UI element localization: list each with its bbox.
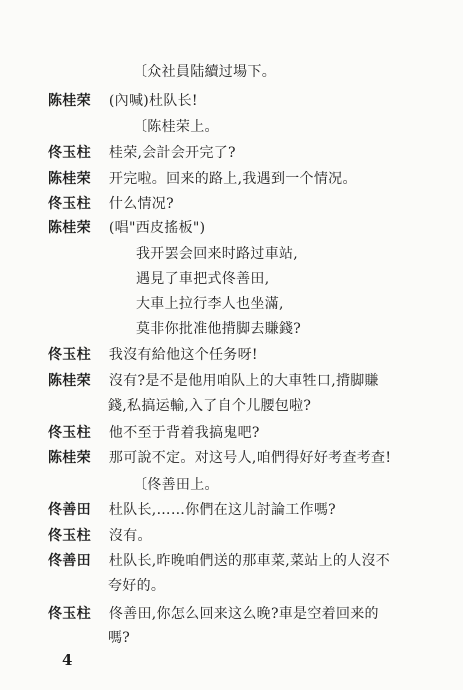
verse-line: 遇見了車把式佟善田, [136,271,270,287]
dialogue-line [48,449,391,467]
dialogue-line [48,219,205,237]
speaker-name: 佟玉柱 [48,425,91,441]
speaker-name: 陈桂荣 [48,171,91,187]
speaker-name: 佟善田 [48,502,91,518]
dialogue-continuation: 夸好的。 [108,578,166,594]
dialogue-text: 我沒有給他这个任务呀! [108,347,258,363]
dialogue-continuation: 錢,私搞运輸,入了自个儿腰包啦? [108,398,312,414]
stage-direction: 〔佟善田上。 [133,477,219,493]
speaker-name: 佟玉柱 [48,196,91,212]
verse-line: 莫非你批准他揹脚去賺錢? [136,321,302,337]
speaker-name: 佟玉柱 [48,528,91,544]
stage-direction: 〔众社員陆續过場下。 [133,64,276,80]
speaker-name: 陈桂荣 [48,373,91,389]
speaker-name: 佟玉柱 [48,606,91,622]
dialogue-line [48,170,357,188]
dialogue-text: 桂荣,会計会开完了? [108,145,236,161]
dialogue-line [48,372,379,390]
dialogue-line [48,424,260,442]
page-number: 4 [62,651,73,669]
speaker-name: 陈桂荣 [48,220,91,236]
dialogue-line [48,501,336,519]
dialogue-text: 杜队长,昨晚咱們送的那車菜,菜站上的人沒不 [108,553,391,569]
dialogue-text: 沒有?是不是他用咱队上的大車牲口,揹脚賺 [108,373,379,389]
stage-direction: 〔陈桂荣上。 [133,119,219,135]
verse-line: 我开罢会回来时路过車站, [136,246,299,262]
speaker-name: 佟善田 [48,553,91,569]
dialogue-text: 他不至于背着我搞鬼吧? [108,425,260,441]
dialogue-text: 佟善田,你怎么回来这么晚?車是空着回来的 [108,606,379,622]
dialogue-line [48,552,390,570]
dialogue-text: 沒有。 [108,528,152,544]
dialogue-line [48,92,198,110]
speaker-name: 陈桂荣 [48,93,91,109]
dialogue-line [48,346,258,364]
dialogue-line [48,144,236,162]
dialogue-text: 什么情况? [108,196,174,212]
verse-line: 大車上拉行李人也坐滿, [136,296,284,312]
speaker-name: 佟玉柱 [48,347,91,363]
speaker-name: 佟玉柱 [48,145,91,161]
dialogue-continuation: 嗎? [108,630,131,646]
dialogue-text: 杜队长,……你們在这儿討論工作嗎? [108,502,336,518]
speaker-name: 陈桂荣 [48,450,91,466]
dialogue-text: (內喊)杜队长! [108,93,198,109]
dialogue-text: 那可說不定。对这号人,咱們得好好考查考查! [108,450,392,466]
dialogue-text: (唱"西皮搖板") [108,220,206,236]
dialogue-line [48,527,152,545]
dialogue-line [48,195,174,213]
dialogue-line [48,605,379,623]
dialogue-text: 开完啦。回来的路上,我遇到一个情况。 [108,171,357,187]
